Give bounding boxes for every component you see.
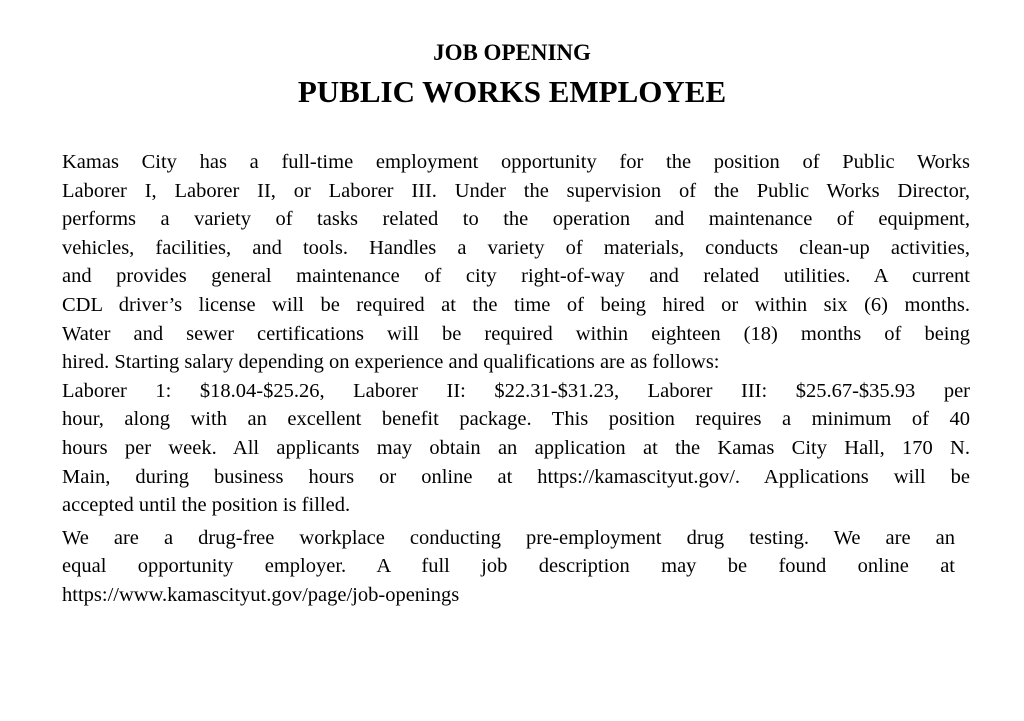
text-line: hired. Starting salary depending on experience and qualifications are as follows: bbox=[62, 351, 720, 374]
text-line: equal opportunity employer. A full job description may be found online at bbox=[62, 555, 955, 578]
job-openings-url: https://www.kamascityut.gov/page/job-openings bbox=[62, 583, 460, 606]
text-line: vehicles, facilities, and tools. Handles a variety of materials, conducts clean-up activities, bbox=[62, 236, 970, 259]
text-line: We are a drug-free workplace conducting pre-employment drug testing. We are an bbox=[62, 526, 955, 549]
text-line: CDL driver’s license will be required at the time of being hired or within six (6) months. bbox=[62, 293, 970, 316]
text-line: hour, along with an excellent benefit package. This position requires a minimum of 40 bbox=[62, 408, 970, 431]
text-line: Water and sewer certifications will be required within eighteen (18) months of being bbox=[62, 322, 970, 345]
document-body bbox=[62, 148, 970, 610]
text-line: performs a variety of tasks related to the operation and maintenance of equipment, bbox=[62, 208, 970, 231]
paragraph-equal-opportunity bbox=[62, 524, 955, 610]
text-line: accepted until the position is filled. bbox=[62, 494, 351, 517]
salary-line: Laborer 1: $18.04-$25.26, Laborer II: $22.31-$31.23, Laborer III: $25.67-$35.93 per bbox=[62, 379, 970, 402]
text-line: Kamas City has a full-time employment opportunity for the position of Public Works bbox=[62, 151, 970, 173]
text-line: hours per week. All applicants may obtain an application at the Kamas City Hall, 170 N. bbox=[62, 436, 970, 459]
document-heading: JOB OPENING bbox=[433, 40, 591, 65]
document-title: PUBLIC WORKS EMPLOYEE bbox=[297, 74, 727, 109]
text-line: Laborer I, Laborer II, or Laborer III. Under the supervision of the Public Works Director, bbox=[62, 179, 970, 202]
paragraph-job-description bbox=[62, 148, 970, 520]
text-line: and provides general maintenance of city right-of-way and related utilities. A current bbox=[62, 265, 970, 288]
text-line: Main, during business hours or online at https://kamascityut.gov/. Applications will be bbox=[62, 465, 970, 488]
